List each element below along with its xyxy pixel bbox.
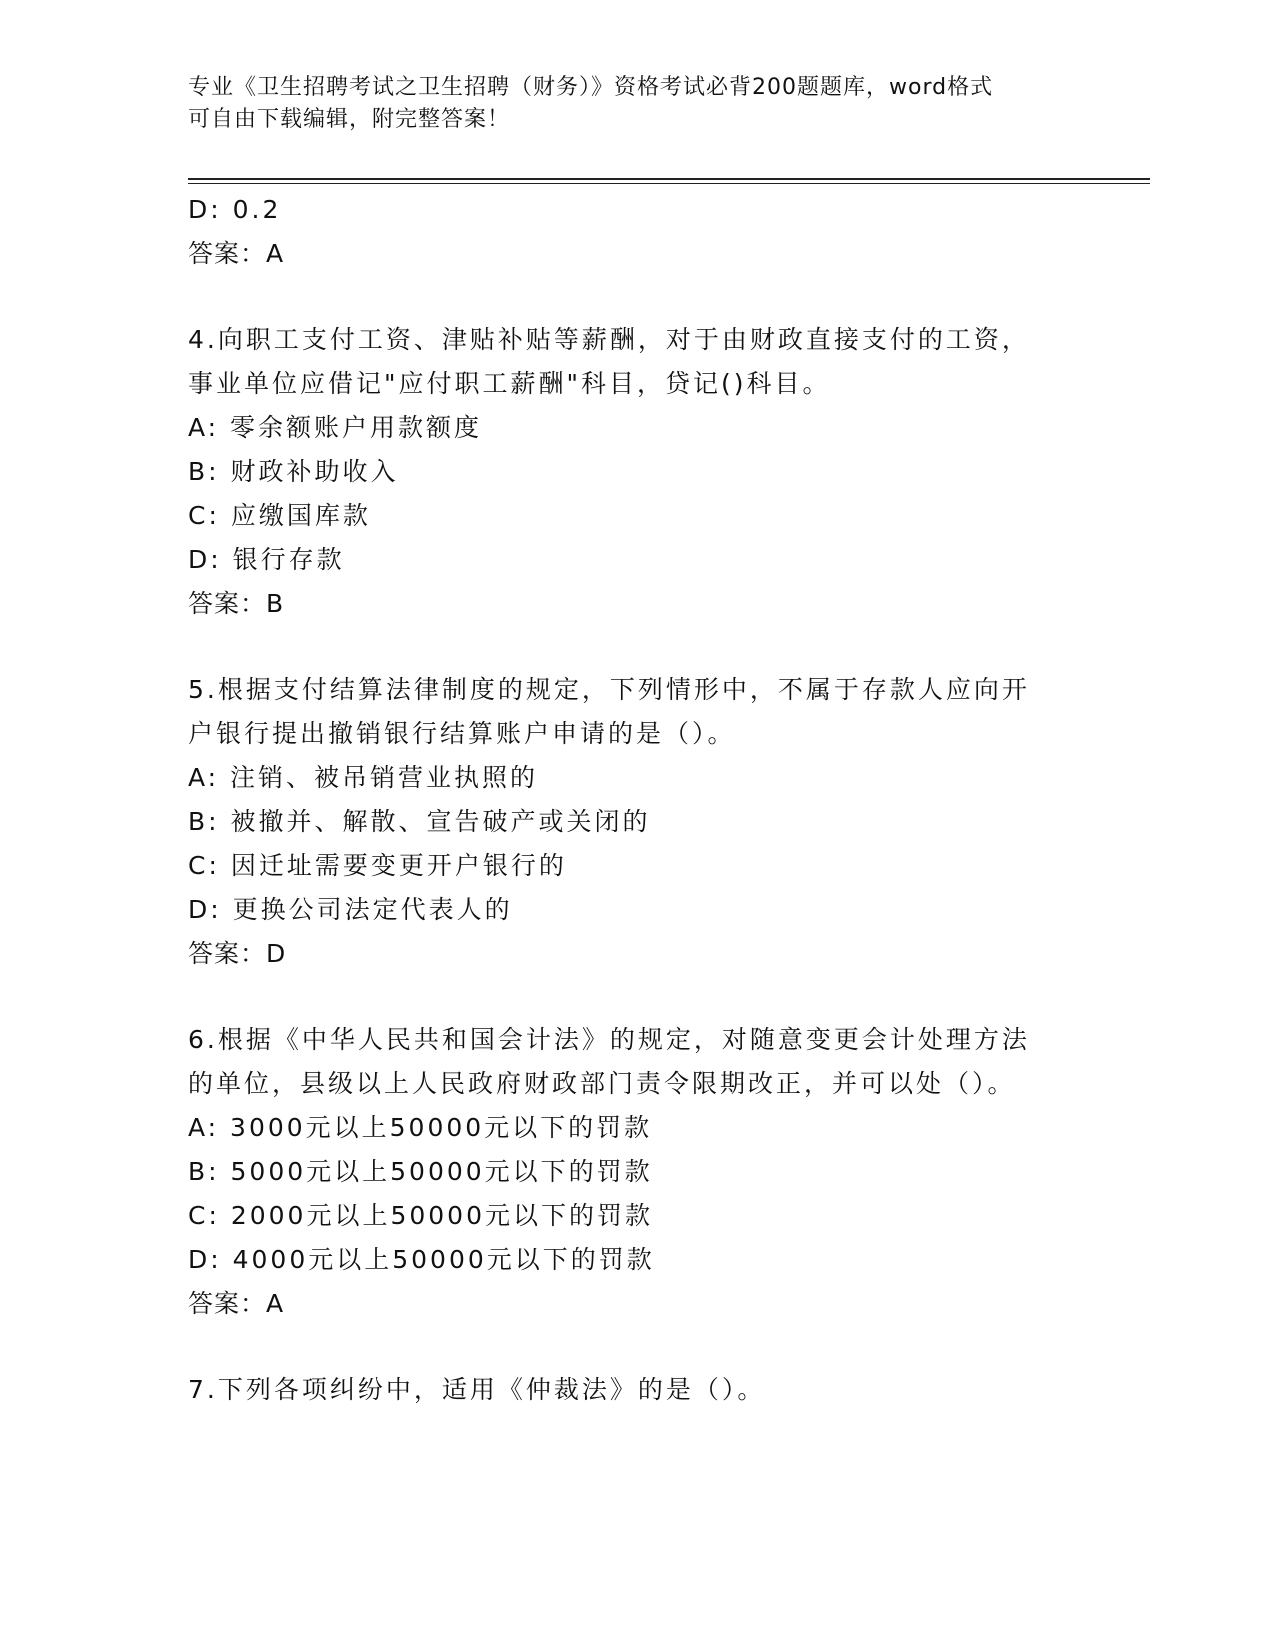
q4-stem-line-1: 4.向职工支付工资、津贴补贴等薪酬，对于由财政直接支付的工资，: [188, 325, 1030, 354]
q5-option-b: B: 被撤并、解散、宣告破产或关闭的: [188, 807, 651, 836]
q5-stem-line-2: 户银行提出撤销银行结算账户申请的是（）。: [188, 719, 736, 748]
q4-stem-line-2: 事业单位应借记"应付职工薪酬"科目，贷记()科目。: [188, 369, 831, 398]
q5-answer: 答案：D: [188, 939, 287, 968]
prev-answer: 答案：A: [188, 239, 285, 268]
q4-option-b: B: 财政补助收入: [188, 457, 399, 486]
q4-option-a: A: 零余额账户用款额度: [188, 413, 483, 442]
q6-option-d: D: 4000元以上50000元以下的罚款: [188, 1245, 655, 1274]
q5-stem-line-1: 5.根据支付结算法律制度的规定，下列情形中，不属于存款人应向开: [188, 675, 1030, 704]
prev-option-d: D: 0.2: [188, 195, 282, 224]
q6-option-a: A: 3000元以上50000元以下的罚款: [188, 1113, 653, 1142]
header-title-line-2: 可自由下载编辑，附完整答案！: [188, 107, 511, 132]
document-header: [188, 72, 1088, 136]
q6-option-b: B: 5000元以上50000元以下的罚款: [188, 1157, 653, 1186]
q6-stem-line-2: 的单位，县级以上人民政府财政部门责令限期改正，并可以处（）。: [188, 1069, 1016, 1098]
q7-stem-line-1: 7.下列各项纠纷中，适用《仲裁法》的是（）。: [188, 1375, 766, 1404]
header-divider-thin: [188, 183, 1150, 184]
header-title-line-1: 专业《卫生招聘考试之卫生招聘（财务）》资格考试必背200题题库，word格式: [188, 75, 994, 100]
q5-option-a: A: 注销、被吊销营业执照的: [188, 763, 539, 792]
q6-answer: 答案：A: [188, 1289, 285, 1318]
q4-answer: 答案：B: [188, 589, 285, 618]
q6-option-c: C: 2000元以上50000元以下的罚款: [188, 1201, 653, 1230]
q5-option-c: C: 因迁址需要变更开户银行的: [188, 851, 567, 880]
header-divider-thick: [188, 178, 1150, 180]
q4-option-d: D: 银行存款: [188, 545, 345, 574]
q5-option-d: D: 更换公司法定代表人的: [188, 895, 513, 924]
q4-option-c: C: 应缴国库款: [188, 501, 371, 530]
q6-stem-line-1: 6.根据《中华人民共和国会计法》的规定，对随意变更会计处理方法: [188, 1025, 1030, 1054]
